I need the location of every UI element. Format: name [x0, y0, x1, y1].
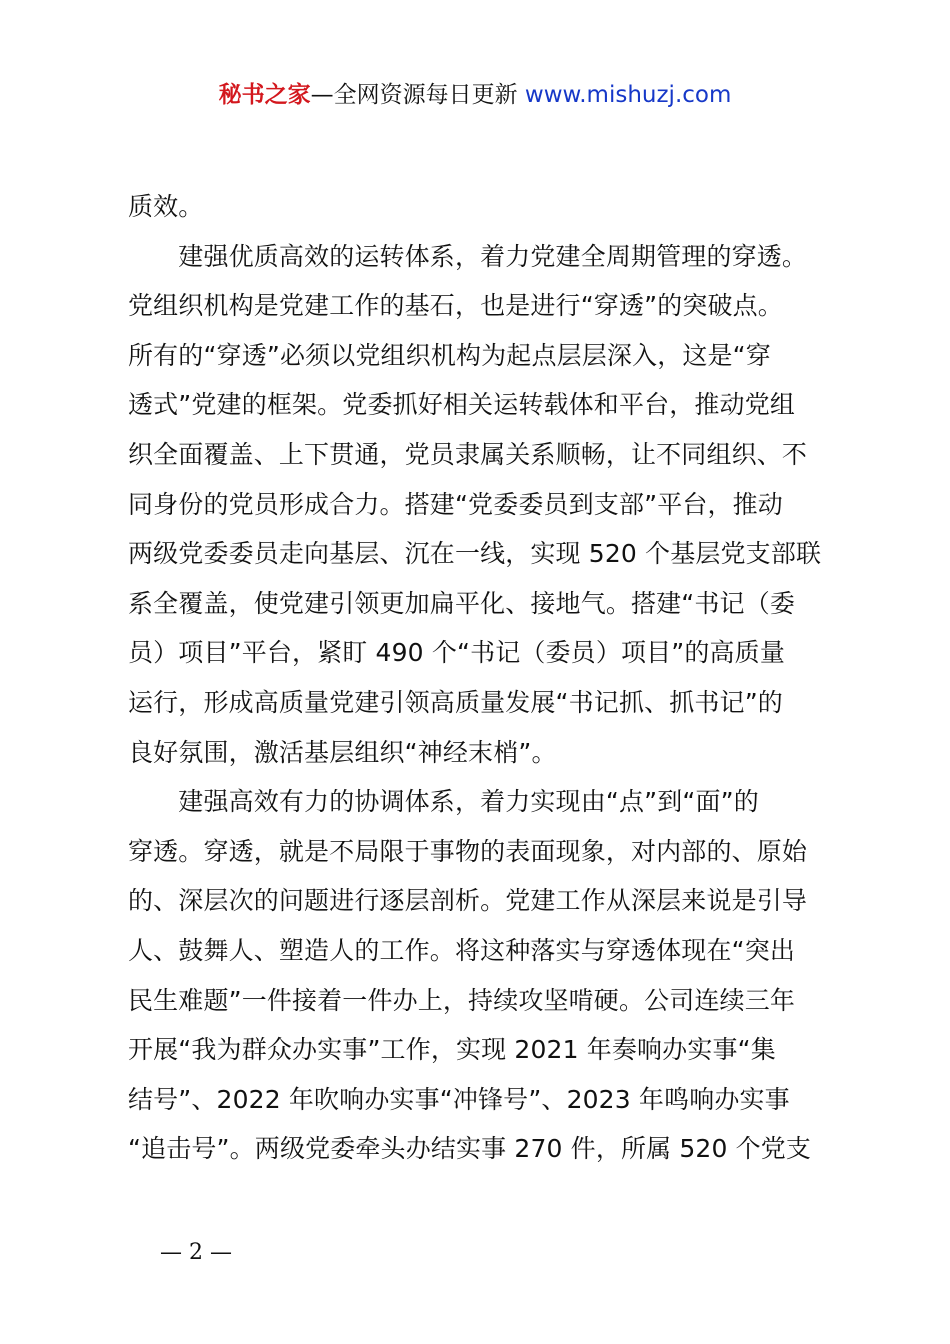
text-line: 织全面覆盖、上下贯通，党员隶属关系顺畅，让不同组织、不	[128, 439, 808, 469]
site-link[interactable]: www.mishuzj.com	[524, 82, 732, 108]
text-line: 的、深层次的问题进行逐层剖析。党建工作从深层来说是引导	[128, 886, 808, 916]
text-line: 结号”、2022 年吹响办实事“冲锋号”、2023 年鸣响办实事	[128, 1084, 790, 1114]
site-banner	[0, 78, 950, 112]
text-line: “追击号”。两级党委牵头办结实事 270 件，所属 520 个党支	[128, 1134, 812, 1164]
text-line: 人、鼓舞人、塑造人的工作。将这种落实与穿透体现在“突出	[128, 935, 796, 965]
banner-tagline: —全网资源每日更新	[310, 82, 518, 108]
text-line: 所有的“穿透”必须以党组织机构为起点层层深入，这是“穿	[128, 340, 771, 370]
text-line: 开展“我为群众办实事”工作，实现 2021 年奏响办实事“集	[128, 1035, 776, 1065]
text-line: 建强优质高效的运转体系，着力党建全周期管理的穿透。	[128, 241, 808, 271]
text-line: 民生难题”一件接着一件办上，持续攻坚啃硬。公司连续三年	[128, 985, 796, 1015]
text-line: 穿透。穿透，就是不局限于事物的表面现象，对内部的、原始	[128, 836, 808, 866]
page-number: — 2 —	[160, 1240, 232, 1265]
text-line: 良好氛围，激活基层组织“神经末梢”。	[128, 737, 557, 767]
text-line: 运行，形成高质量党建引领高质量发展“书记抓、抓书记”的	[128, 687, 783, 717]
text-line: 建强高效有力的协调体系，着力实现由“点”到“面”的	[128, 787, 759, 817]
text-line: 员）项目”平台，紧盯 490 个“书记（委员）项目”的高质量	[128, 638, 785, 668]
text-line: 透式”党建的框架。党委抓好相关运转载体和平台，推动党组	[128, 390, 796, 420]
text-line: 质效。	[128, 192, 204, 221]
brand-name: 秘书之家	[218, 82, 311, 108]
document-body	[128, 182, 838, 1174]
text-line: 党组织机构是党建工作的基石，也是进行“穿透”的突破点。	[128, 291, 783, 321]
text-line: 同身份的党员形成合力。搭建“党委委员到支部”平台，推动	[128, 489, 783, 519]
text-line: 系全覆盖，使党建引领更加扁平化、接地气。搭建“书记（委	[128, 588, 796, 618]
text-line: 两级党委委员走向基层、沉在一线，实现 520 个基层党支部联	[128, 539, 822, 569]
